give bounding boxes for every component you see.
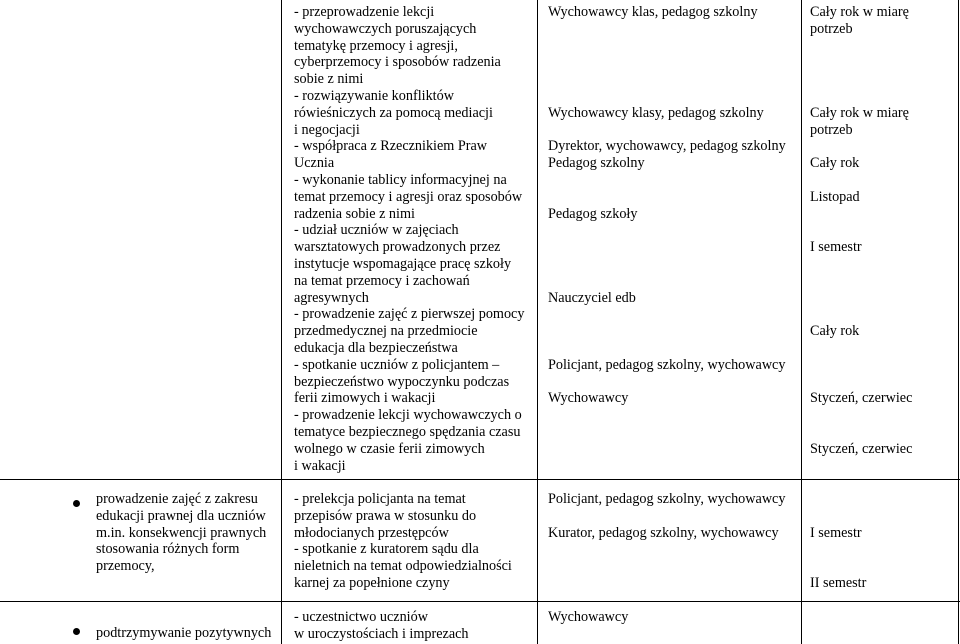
row-divider [0,479,960,480]
cell-text: edukacja dla bezpieczeństwa [294,340,458,356]
cell-text: cyberprzemocy i sposobów radzenia [294,54,501,71]
bullet-icon [73,628,80,635]
cell-text: i wakacji [294,457,346,474]
cell-text: Policjant, pedagog szkolny, wychowawcy [548,491,786,507]
cell-text: I semestr [810,524,862,541]
cell-text: - spotkanie z kuratorem sądu dla [294,541,479,558]
cell-text: - spotkanie uczniów z policjantem – [294,356,500,373]
cell-text: Cały rok w miarę [810,4,909,20]
cell-text: - prowadzenie zajęć z pierwszej pomocy [294,306,525,323]
cell-text: - przeprowadzenie lekcji [294,4,435,20]
cell-text: - udział uczniów w zajęciach [294,222,459,239]
cell-text: Styczeń, czerwiec [810,390,913,407]
cell-text: karnej za popełnione czyny [294,575,450,591]
cell-text: Nauczyciel edb [548,289,636,306]
cell-text: Pedagog szkoły [548,205,638,222]
cell-text: prowadzenie zajęć z zakresu [96,491,258,507]
cell-text: Cały rok w miarę [810,104,909,121]
cell-text: Cały rok [810,323,860,340]
cell-text: Wychowawcy [548,390,629,407]
cell-text: w uroczystościach i imprezach [294,625,469,642]
cell-text: potrzeb [810,20,853,37]
cell-text: Cały rok [810,155,860,172]
cell-text: II semestr [810,575,867,591]
cell-text: warsztatowych prowadzonych przez [294,239,501,256]
cell-text: na temat przemocy i zachowań [294,272,470,289]
cell-text: Styczeń, czerwiec [810,440,913,457]
cell-text: bezpieczeństwo wypoczynku podczas [294,373,510,390]
cell-text: Pedagog szkolny [548,155,645,172]
cell-text: sobie z nimi [294,71,364,88]
cell-text: - rozwiązywanie konfliktów [294,88,454,104]
cell-text: Wychowawcy klasy, pedagog szkolny [548,104,764,121]
cell-text: młodocianych przestępców [294,524,449,541]
cell-text: podtrzymywanie pozytywnych [96,625,272,641]
cell-text: przemocy, [96,558,155,575]
cell-text: - prelekcja policjanta na temat [294,491,466,507]
cell-text: Listopad [810,188,860,205]
row-divider [0,601,960,602]
cell-text: przepisów prawa w stosunku do [294,507,477,524]
cell-text: przedmedycznej na przedmiocie [294,323,478,340]
cell-text: - współpraca z Rzecznikiem Praw [294,138,488,155]
cell-text: agresywnych [294,289,369,306]
cell-text: I semestr [810,239,862,256]
cell-text: Ucznia [294,155,335,172]
column-divider [801,0,802,644]
cell-text: stosowania różnych form [96,541,240,558]
cell-text: potrzeb [810,121,853,138]
cell-text: i negocjacji [294,121,360,138]
cell-text: Policjant, pedagog szkolny, wychowawcy [548,356,786,373]
cell-text: wolnego w czasie ferii zimowych [294,440,485,457]
cell-text: ferii zimowych i wakacji [294,390,436,407]
cell-text: temat przemocy i agresji oraz sposobów [294,188,523,205]
cell-text: radzenia sobie z nimi [294,205,415,222]
column-divider [281,0,282,644]
cell-text: tematyce bezpiecznego spędzania czasu [294,424,521,440]
cell-text: edukacji prawnej dla uczniów [96,507,266,524]
cell-text: m.in. konsekwencji prawnych [96,524,267,541]
cell-text: Wychowawcy [548,609,629,625]
column-divider [537,0,538,644]
cell-text: Kurator, pedagog szkolny, wychowawcy [548,524,779,541]
cell-text: - prowadzenie lekcji wychowawczych o [294,407,522,424]
cell-text: tematykę przemocy i agresji, [294,37,458,54]
cell-text: - uczestnictwo uczniów [294,609,428,625]
cell-text: - wykonanie tablicy informacyjnej na [294,172,507,188]
cell-text: Dyrektor, wychowawcy, pedagog szkolny [548,138,786,155]
cell-text: wychowawczych poruszających [294,20,477,37]
cell-text: nieletnich na temat odpowiedzialności [294,558,512,575]
cell-text: instytucje wspomagające pracę szkoły [294,256,512,272]
column-divider [958,0,959,644]
bullet-icon [73,500,80,507]
cell-text: Wychowawcy klas, pedagog szkolny [548,4,758,20]
cell-text: rówieśniczych za pomocą mediacji [294,104,493,121]
